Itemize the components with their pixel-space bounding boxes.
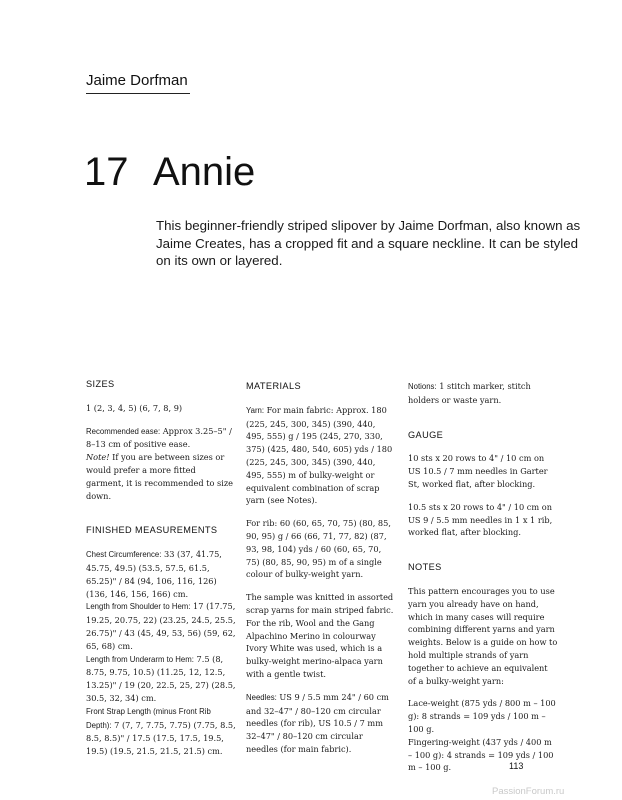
pattern-number: 17 xyxy=(84,150,129,194)
intro-paragraph: This beginner-friendly striped slipover by Jaime Dorfman, also known as Jaime Creates, has a cropped fit and a square neckline. It can be styled on its own or layered. xyxy=(156,218,581,268)
yarn-paragraph xyxy=(246,404,396,507)
gauge-heading: GAUGE xyxy=(408,429,444,440)
underarm-text: 7.5 (8, 8.75, 9.75, 10.5) (11.25, 12, 12.5, 13.25)" / 19 (20, 22.5, 25, 27) (28.5, 30.5, 32, 34) cm. xyxy=(86,653,236,703)
needles-paragraph xyxy=(246,691,396,756)
notions-label: Notions: xyxy=(408,382,437,391)
column-notions-gauge-notes xyxy=(408,380,558,774)
needles-text: US 9 / 5.5 mm 24" / 60 cm and 32–47" / 80–120 cm circular needles (for rib), US 10.5 / 7 mm 32–47" / 80–120 cm circular needles (for main fabric). xyxy=(246,691,389,754)
notions-text: 1 stitch marker, stitch holders or waste yarn. xyxy=(408,381,531,405)
underarm-paragraph xyxy=(86,653,236,705)
ease-text: Approx 3.25–5" / 8–13 cm of positive ease. xyxy=(86,425,232,450)
sizes-heading: SIZES xyxy=(86,379,115,389)
chest-text: 33 (37, 41.75, 45.75, 49.5) (53.5, 57.5, 61.5, 65.25)" / 84 (94, 106, 116, 126) (136, 146, 156, 166) cm. xyxy=(86,549,222,599)
note-label: Note! xyxy=(86,452,110,463)
length-paragraph xyxy=(86,600,236,652)
designer-name: Jaime Dorfman xyxy=(86,72,188,89)
yarn-text: For main fabric: Approx. 180 (225, 245, 300, 345) (390, 440, 495, 555) g / 195 (245, 270, 330, 375) (425, 480, 540, 605) yds / 180 (225, 245, 300, 345) (390, 440, 495, 555) m of bulky-weight or equivalent combination of scrap yarn (see Notes). xyxy=(246,404,393,506)
gauge-main: 10 sts x 20 rows to 4" / 10 cm on US 10.5 / 7 mm needles in Garter St, worked flat, after blocking. xyxy=(408,453,548,489)
page-number: 113 xyxy=(509,761,524,771)
note-text: If you are between sizes or would prefer a more fitted garment, it is recommended to size down. xyxy=(86,452,233,501)
length-text: 17 (17.75, 19.25, 20.75, 22) (23.25, 24.5, 25.5, 26.75)" / 43 (45, 49, 53, 56) (59, 62, 65, 68) cm. xyxy=(86,601,236,651)
notes-heading: NOTES xyxy=(408,562,442,573)
length-label: Length from Shoulder to Hem: xyxy=(86,602,191,612)
notes-paragraph: This pattern encourages you to use yarn you already have on hand, which in many cases will require combining different yarns and yarn weights. Below is a guide on how to hold multiple strands of yarn together to achieve an equivalent of a bulky-weight yarn: xyxy=(408,585,558,686)
strap-text: 7 (7, 7, 7.75, 7.75) (7.75, 8.5, 8.5, 8.5)" / 17.5 (17.5, 17.5, 19.5, 19.5) (19.5, 21.5, 21.5, 21.5) cm. xyxy=(86,719,236,757)
underarm-label: Length from Underarm to Hem: xyxy=(86,654,194,664)
notions-paragraph xyxy=(408,380,558,407)
strap-paragraph xyxy=(86,705,236,758)
sizes-list: 1 (2, 3, 4, 5) (6, 7, 8, 9) xyxy=(86,402,183,413)
pattern-title: Annie xyxy=(153,150,256,194)
needles-label: Needles: xyxy=(246,692,277,702)
fingering-weight-line: Fingering-weight (437 yds / 400 m – 100 g): 4 strands = 109 yds / 100 m – 100 g. xyxy=(408,736,554,773)
yarn-label: Yarn: xyxy=(246,405,265,415)
strap-label: Front Strap Length (minus Front Rib Depth): xyxy=(86,706,211,730)
materials-heading: MATERIALS xyxy=(246,381,301,391)
chest-label: Chest Circumference: xyxy=(86,550,162,560)
column-materials xyxy=(246,380,396,766)
ease-label: Recommended ease: xyxy=(86,426,161,436)
chest-paragraph xyxy=(86,548,236,600)
designer-underline xyxy=(86,93,190,94)
note-paragraph xyxy=(86,451,236,502)
gauge-rib: 10.5 sts x 20 rows to 4" / 10 cm on US 9 / 5.5 mm needles in 1 x 1 rib, worked flat, after blocking. xyxy=(408,501,553,538)
column-sizes-measurements xyxy=(86,378,236,758)
rib-paragraph: For rib: 60 (60, 65, 70, 75) (80, 85, 90, 95) g / 66 (66, 71, 77, 82) (87, 93, 98, 104) yds / 60 (60, 65, 70, 75) (80, 85, 90, 95) m of a single colour of bulky-weight yarn. xyxy=(246,518,391,580)
lace-weight-line: Lace-weight (875 yds / 800 m – 100 g): 8 strands = 109 yds / 100 m – 100 g. xyxy=(408,698,556,734)
sample-paragraph: The sample was knitted in assorted scrap yarns for main striped fabric. For the rib, Wool and the Gang Alpachino Merino in colourway Ivory White was used, which is a bulky-weight merino-alpaca yarn with a gentle twist. xyxy=(246,592,394,679)
ease-paragraph xyxy=(86,425,236,452)
finished-heading: FINISHED MEASUREMENTS xyxy=(86,525,218,536)
watermark: PassionForum.ru xyxy=(492,786,565,797)
